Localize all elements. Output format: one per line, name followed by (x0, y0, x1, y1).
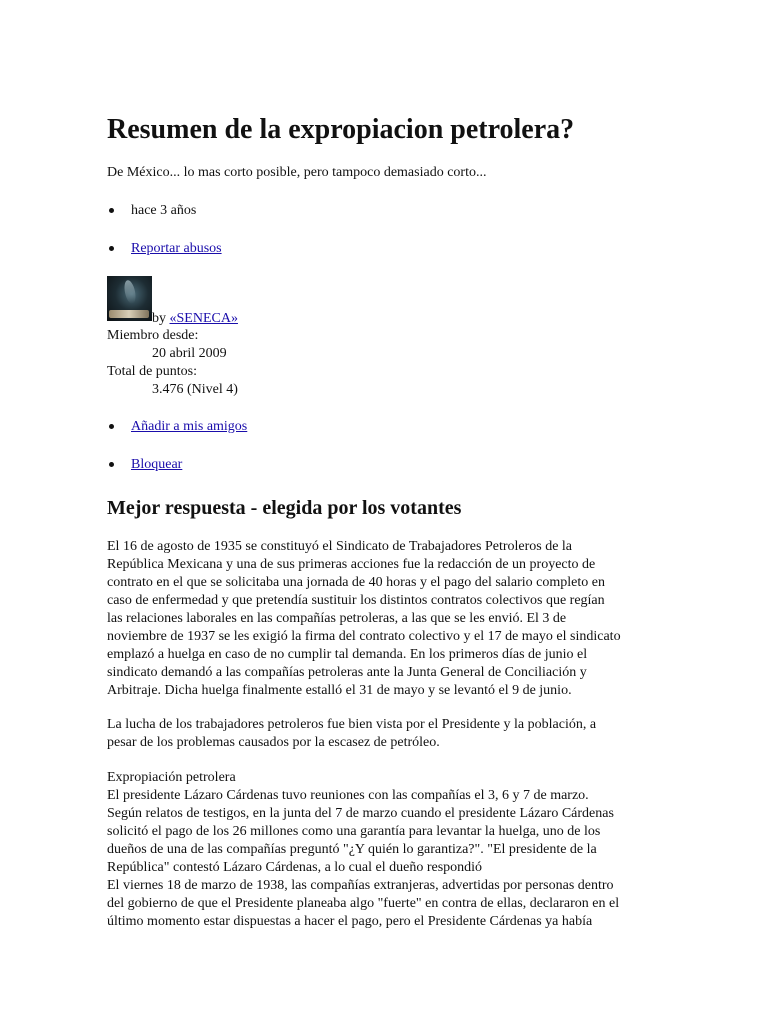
bullet-icon (109, 208, 114, 213)
answer-line: El presidente Lázaro Cárdenas tuvo reuniones con las compañías el 3, 6 y 7 de marzo. (107, 788, 589, 803)
bullet-icon (109, 246, 114, 251)
points-value: 3.476 (Nivel 4) (152, 382, 238, 397)
answer-line: pesar de los problemas causados por la escasez de petróleo. (107, 735, 440, 750)
answer-line: Arbitraje. Dicha huelga finalmente estalló el 31 de mayo y se levantó el 9 de junio. (107, 683, 572, 698)
question-title: Resumen de la expropiacion petrolera? (107, 114, 575, 145)
answer-line: La lucha de los trabajadores petroleros fue bien vista por el Presidente y la población, a (107, 717, 597, 732)
answer-line: caso de enfermedad y que pretendía sustituir los distintos contratos colectivos que regían (107, 593, 605, 608)
answer-line: El 16 de agosto de 1935 se constituyó el Sindicato de Trabajadores Petroleros de la (107, 539, 573, 554)
question-age: hace 3 años (131, 203, 197, 218)
list-item-report (131, 240, 222, 258)
question-details: De México... lo mas corto posible, pero tampoco demasiado corto... (107, 165, 487, 180)
avatar[interactable] (107, 276, 152, 321)
answer-line: República" contestó Lázaro Cárdenas, a lo cual el dueño respondió (107, 860, 483, 875)
list-item-age (131, 202, 196, 220)
answer-line: El viernes 18 de marzo de 1938, las compañías extranjeras, advertidas por personas dentro (107, 878, 614, 893)
bullet-icon (109, 462, 114, 467)
answer-paragraph-3 (107, 769, 632, 931)
block-user-link[interactable]: Bloquear (131, 457, 183, 472)
bullet-icon (109, 424, 114, 429)
by-prefix: by (152, 311, 166, 326)
add-friend-link[interactable]: Añadir a mis amigos (131, 419, 248, 434)
answer-line: República Mexicana y una de sus primeras acciones fue la redacción de un proyecto de (107, 557, 596, 572)
member-since-value: 20 abril 2009 (152, 346, 227, 361)
answer-line: noviembre de 1937 se les exigió la firma del contrato colectivo y el 17 de mayo el sindicato (107, 629, 621, 644)
list-item-block (131, 456, 182, 474)
points-label: Total de puntos: (107, 364, 198, 379)
answer-line: dueños de una de las compañías preguntó "¿Y quién lo garantiza?". "El presidente de la (107, 842, 597, 857)
best-answer-heading: Mejor respuesta - elegida por los votantes (107, 497, 462, 519)
list-item-add-friend (131, 418, 247, 436)
answer-line: emplazó a huelga en caso de no cumplir tal demanda. En los primeros días de junio el (107, 647, 588, 662)
answer-line: último momento estar dispuestas a hacer el pago, pero el Presidente Cárdenas ya había (107, 914, 593, 929)
member-since-label: Miembro desde: (107, 328, 199, 343)
answer-line: contrato en el que se solicitaba una jornada de 40 horas y el pago del salario completo en (107, 575, 605, 590)
answer-paragraph-1 (107, 538, 632, 700)
answer-line: del gobierno de que el Presidente planeaba algo "fuerte" en contra de ellas, declararon en el (107, 896, 620, 911)
answer-line: sindicato demandó a las compañías petroleras ante la Junta General de Conciliación y (107, 665, 587, 680)
answer-line: Según relatos de testigos, en la junta del 7 de marzo cuando el presidente Lázaro Cárdenas (107, 806, 614, 821)
answer-paragraph-2 (107, 716, 632, 752)
section-subheading: Expropiación petrolera (107, 770, 236, 785)
report-abuse-link[interactable]: Reportar abusos (131, 241, 222, 256)
answer-line: solicitó el pago de los 26 millones como una garantía para levantar la huelga, uno de los (107, 824, 601, 839)
answer-line: las relaciones laborales en las compañías petroleras, a las que se les envió. El 3 de (107, 611, 567, 626)
author-name-link[interactable]: «SENECA» (169, 311, 238, 326)
author-byline (152, 310, 238, 328)
